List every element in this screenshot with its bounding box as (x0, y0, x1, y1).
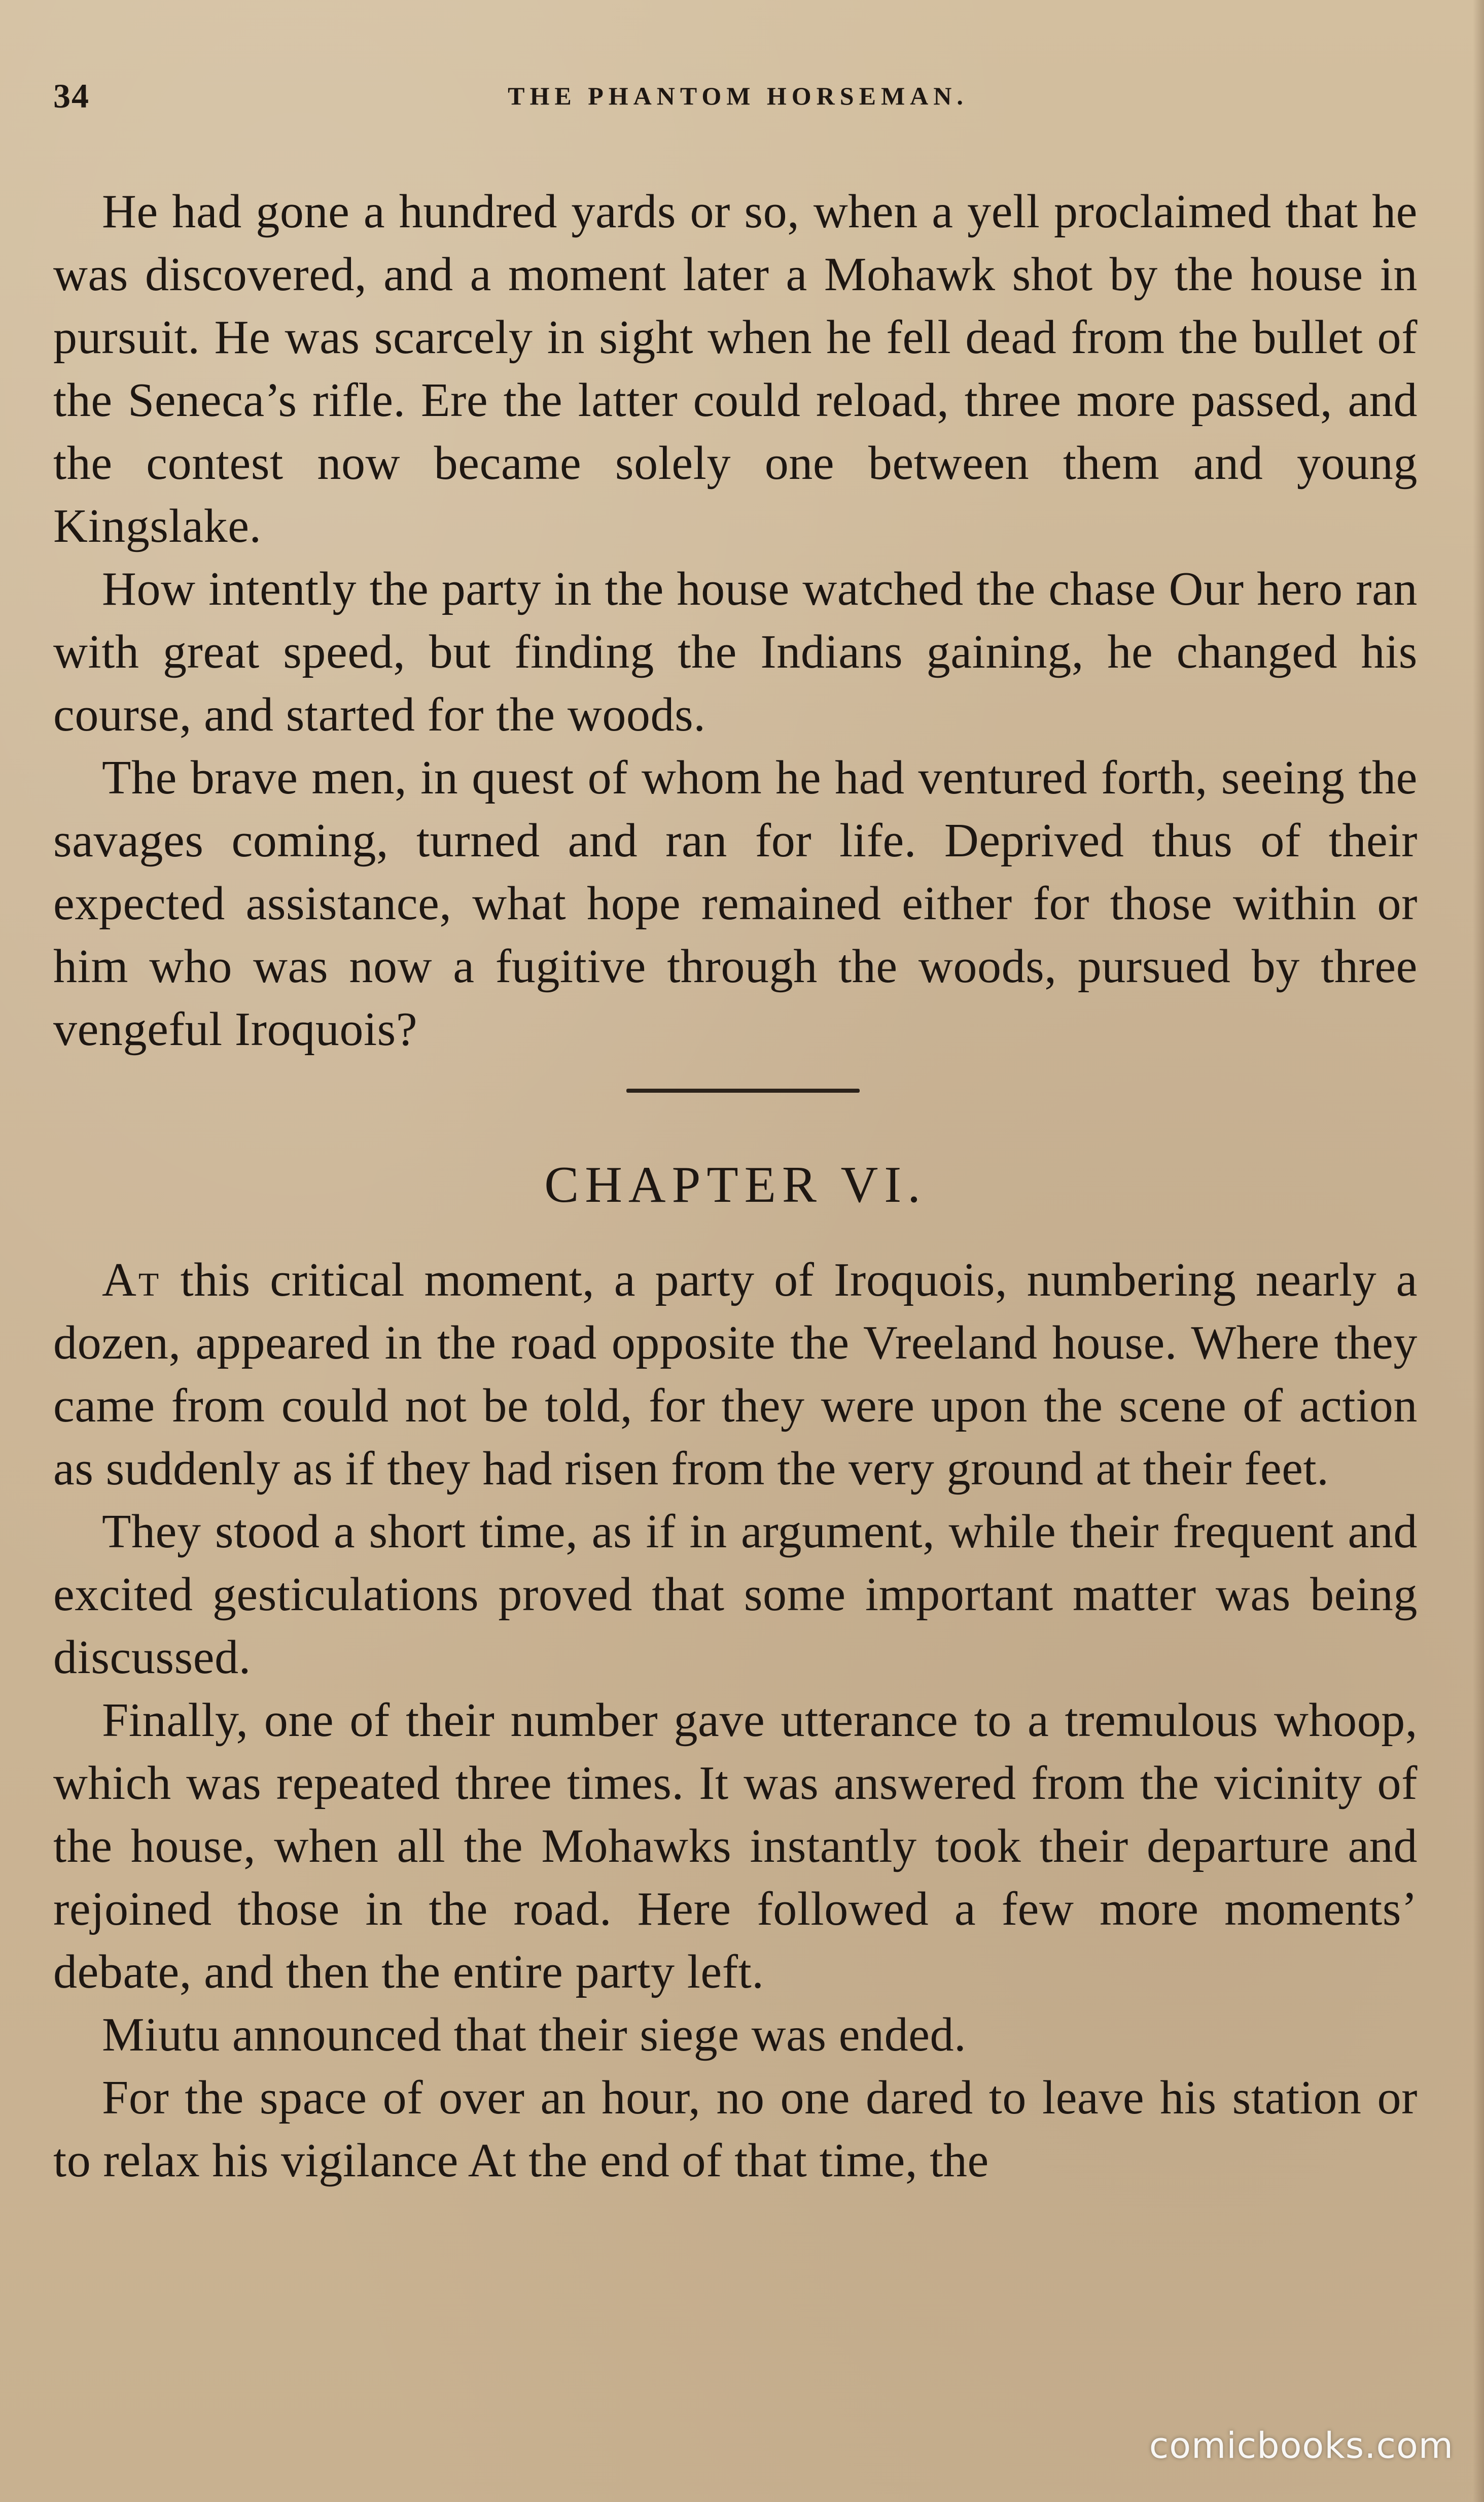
paragraph-8: For the space of over an hour, no one dared to leave his station or to relax his vigilance At the end of that time, the (53, 2071, 1418, 2187)
opening-text: this critical moment, a party of Iroquois, numbering nearly a dozen, appeared in the road opposite the Vreeland house. Where they came from could not be told, for they were upon the scene of action as suddenly as if they had risen from the very ground at their feet. (53, 1254, 1418, 1495)
page-header (53, 76, 1423, 122)
paragraph-7: Miutu announced that their siege was ended. (102, 2008, 967, 2061)
paragraph-3: The brave men, in quest of whom he had ventured forth, seeing the savages coming, turned and ran for life. Deprived thus of their expected assistance, what hope remained either for those within or him who was now a fugitive through the woods, pursued by three vengeful Iroquois? (53, 751, 1418, 1056)
paragraph-2: How intently the party in the house watched the chase Our hero ran with great speed, but finding the Indians gaining, he changed his course, and started for the woods. (53, 563, 1418, 741)
site-watermark: comicbooks.com (1149, 2425, 1454, 2466)
page-number: 34 (53, 77, 90, 115)
paragraph-5: They stood a short time, as if in argument, while their frequent and excited gesticulations proved that some important matter was being discussed. (53, 1505, 1418, 1684)
paragraph-6: Finally, one of their number gave utterance to a tremulous whoop, which was repeated three times. It was answered from the vicinity of the house, when all the Mohawks instantly took their departure and rejoined those in the road. Here followed a few more moments’ debate, and then the entire party left. (53, 1694, 1418, 1998)
paragraph-1: He had gone a hundred yards or so, when a yell proclaimed that he was discovered, and a moment later a Mohawk shot by the house in pursuit. He was scarcely in sight when he fell dead from the bullet of the Seneca’s rifle. Ere the latter could reload, three more passed, and the contest now became solely one between them and young Kingslake. (53, 185, 1418, 552)
chapter-separator (53, 1061, 1418, 1122)
chapter-rule (626, 1089, 860, 1093)
chapter-opening-paragraph (53, 1248, 1418, 1500)
page-edge-shadow (1473, 0, 1484, 2502)
chapter-title: CHAPTER VI. (544, 1156, 927, 1213)
opening-word: At (102, 1254, 161, 1306)
running-title: THE PHANTOM HORSEMAN. (508, 82, 968, 110)
body-text (53, 180, 1418, 2192)
